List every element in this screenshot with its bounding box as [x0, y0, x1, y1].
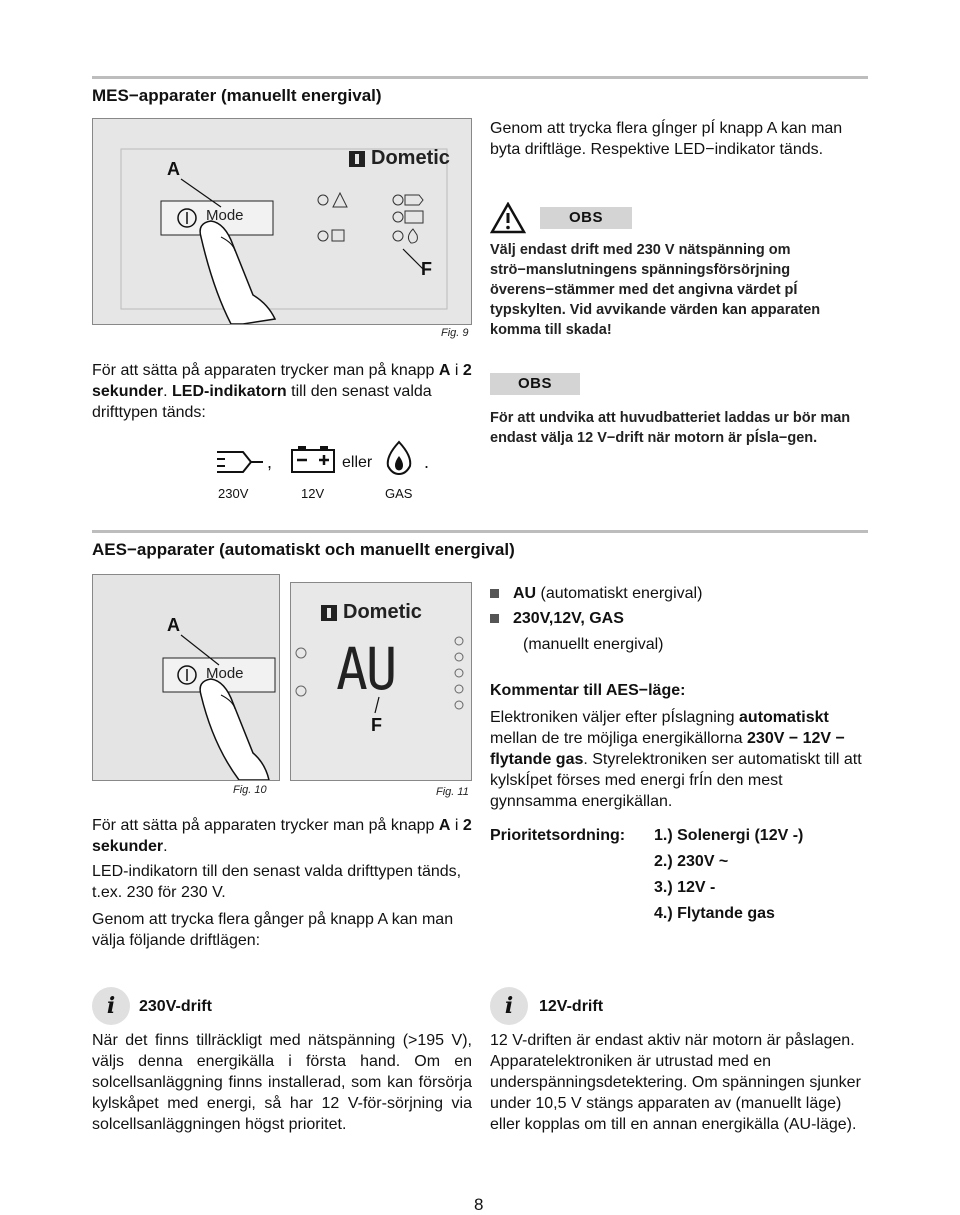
- bullet-square-icon: [490, 614, 499, 623]
- info-12v-text: 12 V-driften är endast aktiv när motorn är påslagen. Apparatelektroniken är utrustad med en underspänningsdetektering. Om spänningen sjunker under 10,5 V stängs apparaten av (manuellt läge) eller kopplas om till en annan energikälla (AU-läge).: [490, 1032, 861, 1133]
- label-230v: 230V: [218, 486, 249, 501]
- info-12v-title: 12V-drift: [539, 998, 604, 1015]
- aes-start-plain1: För att sätta på apparaten trycker man på knapp: [92, 817, 435, 834]
- bullet-square-icon: [490, 589, 499, 598]
- aes-panel1-label-a: A: [167, 615, 180, 635]
- aes-title: AES−apparater (automatiskt och manuellt energival): [92, 540, 515, 559]
- priority-item-4: 4.) Flytande gas: [654, 905, 775, 922]
- aes-bullet1-rest: (automatiskt energival): [536, 585, 703, 602]
- mes-start-bold1: A: [438, 362, 451, 379]
- mes-start-bold3: LED-indikatorn: [172, 383, 287, 400]
- mes-panel-mode-label: Mode: [206, 207, 244, 224]
- mes-start-plain2: i: [450, 362, 463, 379]
- aes-panel2-brand: Dometic: [343, 601, 422, 623]
- aes-start-text: [92, 815, 472, 857]
- obs-label-1: OBS: [540, 207, 632, 229]
- warning-triangle-icon: [490, 202, 526, 234]
- mes-start-text: [92, 360, 472, 423]
- mes-start-plain1: För att sätta på apparaten trycker man på knapp: [92, 362, 435, 379]
- mes-panel-label-f: F: [421, 259, 432, 279]
- aes-fig10-caption: Fig. 10: [233, 784, 267, 796]
- aes-fig11-caption: Fig. 11: [436, 786, 469, 798]
- battery-12v-icon: [290, 444, 336, 474]
- aes-panel-figure-1: [92, 574, 280, 796]
- mes-fig-caption: Fig. 9: [441, 327, 469, 339]
- symbol-comma: ,: [267, 452, 273, 472]
- mes-start-plain3: .: [163, 383, 173, 400]
- priority-item-3: 3.) 12V -: [654, 879, 716, 896]
- aes-bullet-2-sub: (manuellt energival): [523, 636, 664, 653]
- priority-label: Prioritetsordning:: [490, 827, 626, 844]
- aes-start-plain2: i: [450, 817, 463, 834]
- aes-panel1-mode-label: Mode: [206, 665, 244, 682]
- comment-b1: automatiskt: [739, 709, 829, 726]
- mes-panel-label-a: A: [167, 159, 180, 179]
- mes-panel-brand: Dometic: [371, 147, 450, 169]
- mes-start-plain4: till den senast valda drifttypen tänds:: [92, 383, 432, 421]
- obs-text-2: För att undvika att huvudbatteriet laddas ur bör man endast välja 12 V−drift när motorn är pÍsla−gen.: [490, 410, 851, 446]
- aes-start-plain3: .: [163, 838, 168, 855]
- priority-list: [654, 825, 803, 924]
- section-rule: [92, 530, 868, 533]
- aes-led-text: LED-indikatorn till den senast valda drifttypen tänds, t.ex. 230 för 230 V.: [92, 863, 462, 901]
- aes-bullet2-text: 230V,12V, GAS: [513, 610, 624, 627]
- comment-text: [490, 707, 870, 812]
- aes-panel1-drawing: [93, 575, 279, 780]
- gas-flame-icon: [384, 440, 414, 476]
- obs-label-2: OBS: [490, 373, 580, 395]
- info-230v-title: 230V-drift: [139, 998, 212, 1015]
- comment-b2: 230V − 12V − flytande gas: [490, 730, 845, 768]
- aes-panel2-label-f: F: [371, 715, 382, 735]
- mes-panel-figure: [92, 118, 472, 339]
- aes-panel2-display: AU: [336, 635, 396, 703]
- symbol-or-text: eller: [342, 454, 373, 471]
- aes-panel-figure-2: [290, 582, 472, 781]
- label-gas: GAS: [385, 486, 413, 501]
- comment-p2: mellan de tre möjliga energikällorna: [490, 730, 748, 747]
- mes-title: MES−apparater (manuellt energival): [92, 86, 382, 105]
- aes-bullet-1: [490, 583, 702, 604]
- label-12v: 12V: [301, 486, 325, 501]
- comment-p3: . Styrelektroniken ser automatiskt till att kylskÍpet förses med energi frÍn den mest gynnsamma energikällan.: [490, 751, 862, 810]
- priority-item-1: 1.) Solenergi (12V -): [654, 827, 804, 844]
- mes-start-bold2: 2 sekunder: [92, 362, 472, 400]
- aes-bullet-2: [490, 608, 624, 629]
- info-230v-text: När det finns tillräckligt med nätspänning (>195 V), väljs denna energikälla i första hand. Om en solcellsanläggning finns installerad, som kan försörja kylskåpet med energi, så har 12 V-för-sörjning via solcellsanläggningen högst prioritet.: [92, 1032, 472, 1133]
- page-number: 8: [474, 1195, 484, 1214]
- symbol-period: .: [424, 452, 430, 472]
- top-rule: [92, 76, 868, 79]
- aes-start-bold1: A: [438, 817, 451, 834]
- info-icon-12v: i: [490, 987, 528, 1025]
- mes-mode-desc: Genom att trycka flera gÍnger pÍ knapp A kan man byta driftläge. Respektive LED−indikator tänds.: [490, 120, 843, 158]
- aes-bullet1-bold: AU: [513, 585, 537, 602]
- info-icon-230v: i: [92, 987, 130, 1025]
- aes-press-text: Genom att trycka flera gånger på knapp A kan man välja följande driftlägen:: [92, 911, 454, 949]
- obs-text-1: Välj endast drift med 230 V nätspänning om strö−manslutningens spänningsförsörjning överens−stämmer med det angivna värdet pÍ typskylten. Vid avvikande värden kan apparaten komma till skada!: [490, 242, 821, 338]
- comment-title: Kommentar till AES−läge:: [490, 682, 686, 699]
- comment-p1: Elektroniken väljer efter pÍslagning: [490, 709, 740, 726]
- priority-item-2: 2.) 230V ~: [654, 853, 729, 870]
- aes-start-bold2: 2 sekunder: [92, 817, 472, 855]
- plug-230v-icon: [215, 446, 265, 478]
